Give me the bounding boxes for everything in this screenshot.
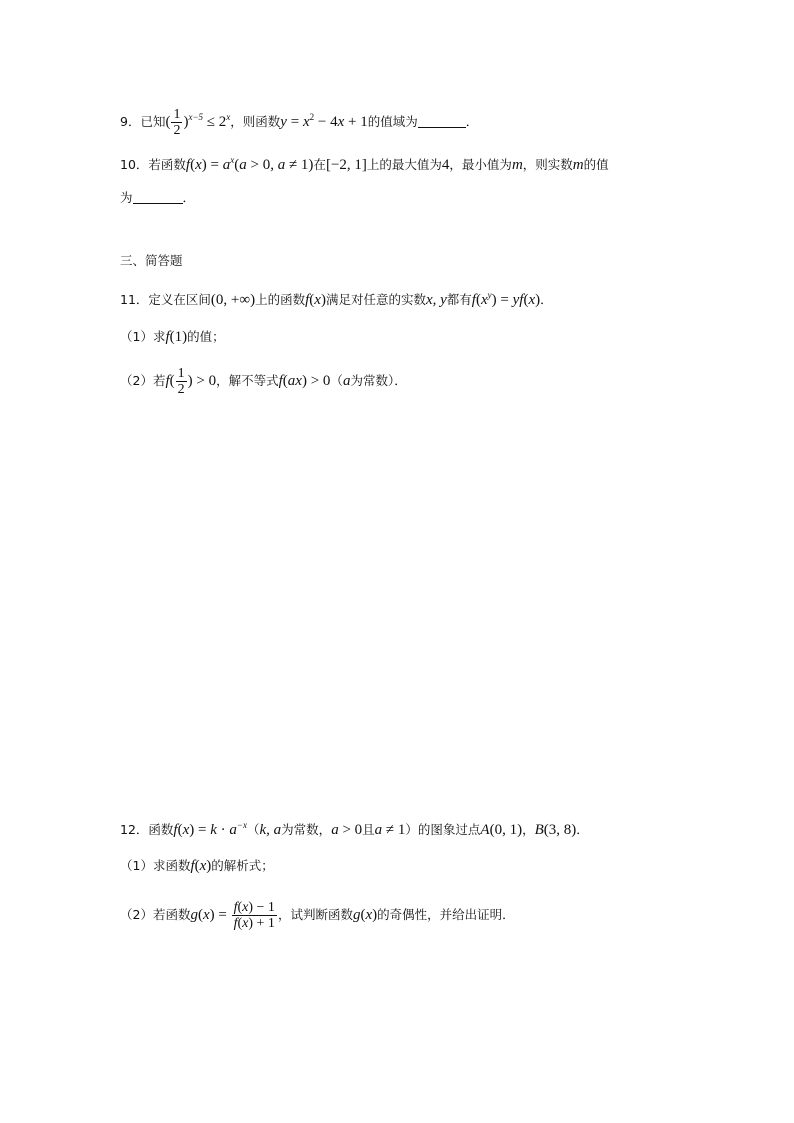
math-expression: > 0: [338, 822, 363, 838]
fraction-one-half: $\frac{1}{2}$: [173, 107, 181, 138]
question-11: [120, 284, 553, 311]
math-expression: m: [572, 157, 584, 173]
question-text: 的解析式；: [211, 858, 274, 873]
math-expression: (: [309, 292, 315, 308]
question-number: 12．: [120, 822, 149, 837]
question-text: ．: [576, 822, 589, 837]
math-expression: ) =: [491, 292, 513, 308]
math-expression: ): [320, 292, 326, 308]
math-expression: m: [511, 157, 523, 173]
math-expression: $a^x$: [222, 155, 235, 173]
math-expression: g: [352, 907, 361, 923]
math-expression: f: [185, 157, 191, 173]
math-expression: (3, 8): [543, 822, 577, 838]
question-text: 函数: [148, 822, 174, 837]
question-text: 若函数: [148, 157, 186, 172]
math-expression: $x^y$: [480, 290, 492, 308]
math-expression: x: [365, 907, 373, 923]
math-expression: (: [169, 373, 175, 389]
math-expression: (1): [169, 329, 188, 345]
math-expression: + 1: [344, 114, 368, 130]
math-expression: x: [314, 292, 321, 308]
math-expression: ) =: [201, 157, 223, 173]
question-text: 已知: [140, 114, 166, 129]
math-expression: (: [177, 822, 183, 838]
math-expression: x: [528, 292, 536, 308]
math-expression: ): [206, 858, 212, 874]
math-expression: ·: [216, 822, 230, 838]
math-expression: ): [535, 292, 541, 308]
part-label: （1）求: [120, 329, 166, 344]
math-expression: ) =: [209, 907, 231, 923]
math-expression: y: [280, 114, 287, 130]
question-number: 11．: [120, 292, 149, 307]
math-expression: (: [282, 373, 288, 389]
question-text: 上的最大值为: [366, 157, 442, 172]
part-label: （1）求函数: [120, 858, 191, 873]
question-text: 为常数，: [281, 822, 332, 837]
math-expression: (: [360, 907, 366, 923]
math-expression: ) > 0: [301, 373, 331, 389]
math-expression: ≠ 1): [285, 157, 314, 173]
question-12-part-2: [120, 900, 515, 931]
math-expression: f: [278, 373, 283, 389]
question-text: ，最小值为: [449, 157, 512, 172]
question-11-part-1: [120, 326, 225, 348]
math-expression: x: [182, 822, 190, 838]
math-expression: x: [195, 157, 202, 173]
math-expression: (0, 1): [489, 822, 523, 838]
math-expression: x: [337, 114, 345, 130]
math-expression: B: [534, 822, 544, 838]
math-expression: a: [239, 157, 247, 173]
question-number: 10．: [120, 157, 149, 172]
math-expression: f: [165, 373, 170, 389]
math-expression: ≠ 1: [382, 822, 406, 838]
math-expression: (: [190, 157, 196, 173]
math-expression: a: [374, 822, 383, 838]
question-text: 在: [313, 157, 326, 172]
question-text: 为常数）．: [350, 373, 407, 388]
question-10: [120, 149, 609, 176]
math-expression: g: [190, 907, 198, 923]
question-text: ．: [540, 292, 553, 307]
math-expression: > 0,: [246, 157, 278, 173]
math-expression: ): [372, 907, 378, 923]
math-expression: (: [234, 157, 240, 173]
question-text: 且: [362, 822, 375, 837]
question-12: [120, 814, 589, 841]
math-expression: (0, +∞): [210, 292, 256, 308]
answer-blank[interactable]: [133, 191, 183, 204]
question-text: ，则实数: [522, 157, 573, 172]
question-text: ．: [465, 114, 479, 129]
question-text: （: [330, 373, 343, 388]
math-expression: A: [480, 822, 490, 838]
question-12-part-1: [120, 855, 274, 877]
question-text: 的值: [583, 157, 609, 172]
math-expression: ) =: [189, 822, 211, 838]
math-expression: $a^{-x}$: [229, 820, 247, 838]
question-text: （: [246, 822, 260, 837]
question-text: ，: [522, 822, 535, 837]
math-expression: (: [523, 292, 529, 308]
question-11-part-2: [120, 366, 407, 397]
math-expression: x, y: [425, 292, 447, 308]
math-expression: − 4: [314, 114, 338, 130]
math-expression: a: [331, 822, 339, 838]
math-expression: ) > 0: [187, 373, 217, 389]
question-10-continued: [120, 187, 195, 209]
question-text: 上的函数: [255, 292, 306, 307]
question-text: 的奇偶性，并给出证明．: [377, 907, 515, 922]
math-expression: =: [286, 114, 303, 130]
math-expression: f: [305, 292, 310, 308]
math-expression: (: [197, 907, 203, 923]
question-text: ）的图象过点: [405, 822, 481, 837]
math-expression: x: [202, 907, 210, 923]
math-expression: 4: [441, 157, 450, 173]
fraction-one-half: $\frac{1}{2}$: [177, 366, 185, 397]
math-expression: k, a: [259, 822, 282, 838]
math-expression: [−2, 1]: [325, 157, 367, 173]
question-text: ，解不等式: [216, 373, 279, 388]
answer-blank[interactable]: [418, 115, 466, 128]
math-expression: ax: [287, 373, 302, 389]
math-expression: (: [194, 858, 200, 874]
fraction-g-definition: $\frac{f(x) - 1}{f(x) + 1}$: [233, 900, 275, 931]
math-expression: a: [342, 373, 351, 389]
math-expression: a: [277, 157, 286, 173]
math-expression: (: [165, 114, 171, 130]
math-expression: yf: [512, 292, 524, 308]
question-text: ．: [182, 190, 196, 205]
question-text: 都有: [446, 292, 472, 307]
question-9: 9．已知( $\frac{1}{2}$ )$^{x-5} \le 2^x$，则函数$y = x^2 - 4x + 1$的值域为 ．: [120, 107, 479, 138]
question-text: 定义在区间: [148, 292, 211, 307]
question-text: 满足对任意的实数: [325, 292, 426, 307]
question-text: 为: [120, 190, 133, 205]
question-text: ，则函数: [230, 114, 281, 129]
part-label: （2）若函数: [120, 907, 191, 922]
question-text: 的值；: [187, 329, 225, 344]
question-text: 的值域为: [367, 114, 418, 129]
math-expression: f: [190, 858, 195, 874]
math-expression: k: [210, 822, 217, 838]
part-label: （2）若: [120, 373, 166, 388]
math-expression: )$^{x-5} \le 2^x$: [183, 112, 231, 130]
math-expression: f: [173, 822, 178, 838]
question-text: ，试判断函数: [277, 907, 353, 922]
math-expression: x: [199, 858, 207, 874]
math-expression: f: [165, 329, 170, 345]
math-expression: (: [475, 292, 481, 308]
question-number: 9．: [120, 114, 141, 129]
math-expression: x: [302, 114, 310, 130]
math-expression: f: [471, 292, 476, 308]
section-heading: 三、简答题: [120, 253, 183, 268]
